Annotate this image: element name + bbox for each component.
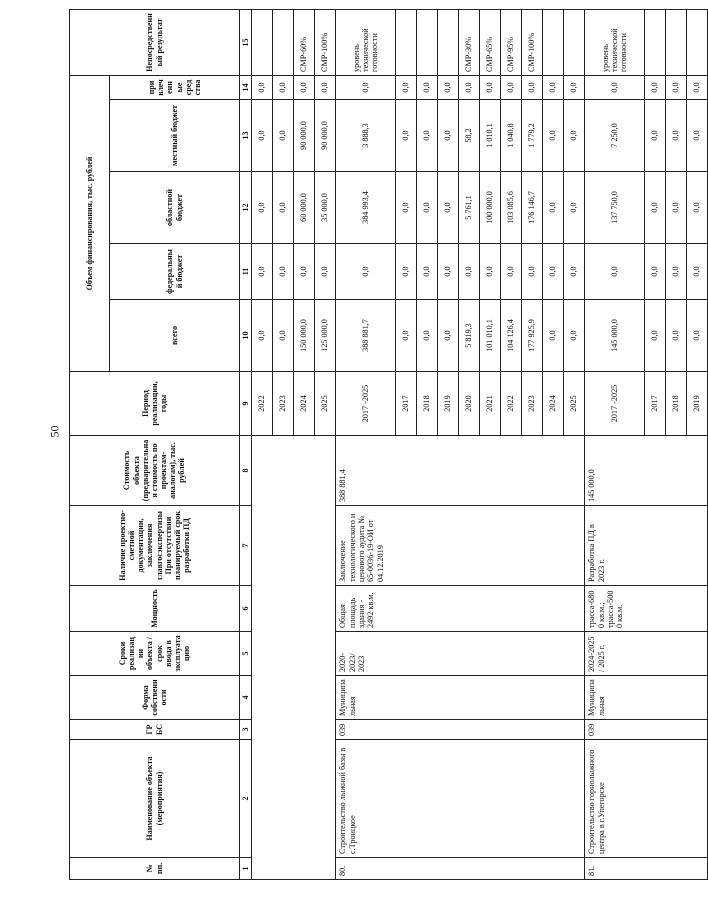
header-period: Период реализации, годы [70,372,240,436]
colnum: 14 [240,75,252,99]
cell-result: СМР-65% [480,9,501,75]
header-name: Наименование объекта (мероприятия) [70,740,240,858]
cell-federal: 0,0 [294,244,315,300]
cell-other: 0,0 [522,75,543,99]
cell-period: 2019 [687,372,708,436]
cell-local: 0,0 [687,100,708,172]
cell-total: 0,0 [438,300,459,372]
cell-local: 0,0 [666,100,687,172]
header-result: Непосредственный результат [70,9,240,75]
cell-local: 0,0 [645,100,666,172]
cell-regional: 103 085,6 [501,172,522,244]
cell-local: 1 040,8 [501,100,522,172]
cell-local: 58,2 [459,100,480,172]
cell-federal: 0,0 [315,244,336,300]
colnum: 3 [240,720,252,740]
cell-period: 2024 [543,372,564,436]
header-grbs: ГРБС [70,720,240,740]
cell-other: 0,0 [687,75,708,99]
cell-local: 0,0 [396,100,417,172]
cell-federal: 0,0 [585,244,645,300]
cell-name: Строительство лыжной базы в с.Троицкое [336,740,585,858]
cell-regional: 60 000,0 [294,172,315,244]
cell-docs: Заключение технологического и ценового аудита № 65-0036-19-ОИ от 04.12.2019 [336,506,585,586]
cell-local: 0,0 [564,100,585,172]
cell-federal: 0,0 [438,244,459,300]
cell-result [438,9,459,75]
colnum: 12 [240,172,252,244]
financing-table [69,9,708,880]
cell-other: 0,0 [438,75,459,99]
cell-other: 0,0 [294,75,315,99]
cell-total: 150 000,0 [294,300,315,372]
cell-other: 0,0 [273,75,294,99]
cell-total: 0,0 [396,300,417,372]
cell-total: 0,0 [666,300,687,372]
cell-capacity: Общая площадь здания - 2492 кв.м. [336,586,585,632]
cell-total: 104 126,4 [501,300,522,372]
cell-result: уровень технической готовности [336,9,396,75]
colnum: 11 [240,244,252,300]
cell-regional: 176 146,7 [522,172,543,244]
cell-period: 2018 [417,372,438,436]
cell-local: 7 250,0 [585,100,645,172]
cell-other: 0,0 [564,75,585,99]
cell-grbs: 039 [336,720,585,740]
cell-period: 2017 [645,372,666,436]
cell-regional: 0,0 [543,172,564,244]
colnum: 1 [240,858,252,880]
cell-period: 2021 [480,372,501,436]
header-ownership: Форма собственности [70,676,240,720]
page-number: 50 [47,425,62,438]
colnum: 2 [240,740,252,858]
cell-federal: 0,0 [666,244,687,300]
cell-total: 0,0 [273,300,294,372]
cell-grbs: 039 [585,720,708,740]
header-docs: Наличие проектно-сметной документации, заключения главгосэкспертизы При отсутствии планируемый срок разработки ПД [70,506,240,586]
header-capacity: Мощность [70,586,240,632]
cell-local: 0,0 [543,100,564,172]
cell-result: СМР-100% [522,9,543,75]
cell-federal: 0,0 [336,244,396,300]
cell-result [645,9,666,75]
cell-other: 0,0 [315,75,336,99]
cell-ownership: Муниципальная [336,676,585,720]
continuation-cell [252,436,336,880]
cell-regional: 0,0 [396,172,417,244]
cell-federal: 0,0 [252,244,273,300]
cell-federal: 0,0 [522,244,543,300]
cell-other: 0,0 [396,75,417,99]
cell-period: 2020 [459,372,480,436]
cell-local: 0,0 [273,100,294,172]
cell-total: 0,0 [417,300,438,372]
cell-other: 0,0 [501,75,522,99]
cell-period: 2022 [252,372,273,436]
cell-total: 101 010,1 [480,300,501,372]
cell-total: 388 881,7 [336,300,396,372]
cell-federal: 0,0 [480,244,501,300]
cell-total: 0,0 [252,300,273,372]
cell-federal: 0,0 [501,244,522,300]
cell-regional: 0,0 [645,172,666,244]
cell-name: Строительство горнолыжного центра в г.Упегорске [585,740,708,858]
cell-federal: 0,0 [645,244,666,300]
cell-period: 2024 [294,372,315,436]
cell-result: СМР-30% [459,9,480,75]
cell-federal: 0,0 [273,244,294,300]
cell-federal: 0,0 [396,244,417,300]
cell-total: 0,0 [687,300,708,372]
cell-ownership: Муниципальная [585,676,708,720]
cell-federal: 0,0 [543,244,564,300]
object-summary-row [585,9,645,879]
cell-total: 145 000,0 [585,300,645,372]
header-cost: Стоимость объекта (предварительная стоимость по проектам-аналогам), тыс. рублей [70,436,240,506]
cell-result [273,9,294,75]
cell-period: 2025 [564,372,585,436]
cell-regional: 137 750,0 [585,172,645,244]
cell-result [252,9,273,75]
cell-result [687,9,708,75]
cell-regional: 0,0 [417,172,438,244]
cell-regional: 0,0 [273,172,294,244]
cell-other: 0,0 [543,75,564,99]
colnum: 15 [240,9,252,75]
cell-result [564,9,585,75]
cell-result: уровень технической готовности [585,9,645,75]
cell-period: 2022 [501,372,522,436]
cell-local: 0,0 [438,100,459,172]
cell-no: 81. [585,858,708,880]
header-other: привлеченные средства [110,75,240,99]
cell-local: 3 888,3 [336,100,396,172]
cell-regional: 0,0 [666,172,687,244]
cell-period: 2019 [438,372,459,436]
cell-total: 125 000,0 [315,300,336,372]
header-terms: Сроки реализации объекта / срок ввода в эксплуатацию [70,632,240,676]
cell-regional: 0,0 [252,172,273,244]
table-body [252,9,708,879]
table-row [252,9,273,879]
cell-result [417,9,438,75]
cell-docs: Разработка ПД в 2023 г. [585,506,708,586]
colnum: 10 [240,300,252,372]
colnum: 8 [240,436,252,506]
cell-regional: 35 000,0 [315,172,336,244]
cell-regional: 100 000,0 [480,172,501,244]
cell-result [666,9,687,75]
cell-local: 1 010,1 [480,100,501,172]
cell-period: 2017 -2025 [585,372,645,436]
cell-total: 5 819,3 [459,300,480,372]
colnum: 4 [240,676,252,720]
cell-result: СМР-95% [501,9,522,75]
cell-regional: 384 993,4 [336,172,396,244]
cell-federal: 0,0 [417,244,438,300]
cell-terms: 2024-2025 / 2025 г. [585,632,708,676]
cell-terms: 2020-2023/ 2023 [336,632,585,676]
cell-regional: 0,0 [564,172,585,244]
cell-period: 2025 [315,372,336,436]
header-local: местный бюджет [110,100,240,172]
cell-federal: 0,0 [459,244,480,300]
cell-other: 0,0 [417,75,438,99]
cell-result: СМР-60% [294,9,315,75]
cell-result: СМР-100% [315,9,336,75]
cell-total: 0,0 [564,300,585,372]
header-financing: Объем финансирования, тыс. рублей [70,75,110,371]
cell-cost: 388 881,4 [336,436,585,506]
rotated-table-wrapper [69,10,702,880]
cell-local: 1 779,2 [522,100,543,172]
cell-local: 90 000,0 [315,100,336,172]
cell-other: 0,0 [459,75,480,99]
colnum: 5 [240,632,252,676]
cell-no: 80. [336,858,585,880]
colnum: 7 [240,506,252,586]
colnum: 13 [240,100,252,172]
cell-total: 0,0 [543,300,564,372]
cell-regional: 0,0 [687,172,708,244]
cell-federal: 0,0 [564,244,585,300]
cell-regional: 5 761,1 [459,172,480,244]
cell-local: 90 000,0 [294,100,315,172]
cell-capacity: трасса-6800 кв.м.; трасса-5000 кв.м. [585,586,708,632]
header-no: № пп. [70,858,240,880]
header-federal: федеральный бюджет [110,244,240,300]
cell-period: 2017 -2025 [336,372,396,436]
cell-period: 2017 [396,372,417,436]
header-total: всего [110,300,240,372]
cell-period: 2018 [666,372,687,436]
cell-result [543,9,564,75]
cell-federal: 0,0 [687,244,708,300]
cell-cost: 145 000,0 [585,436,708,506]
cell-local: 0,0 [417,100,438,172]
cell-total: 0,0 [645,300,666,372]
header-regional: областной бюджет [110,172,240,244]
cell-other: 0,0 [336,75,396,99]
cell-regional: 0,0 [438,172,459,244]
cell-other: 0,0 [252,75,273,99]
cell-other: 0,0 [480,75,501,99]
cell-other: 0,0 [645,75,666,99]
cell-total: 177 925,9 [522,300,543,372]
object-summary-row [336,9,396,879]
cell-other: 0,0 [585,75,645,99]
colnum: 9 [240,372,252,436]
cell-period: 2023 [273,372,294,436]
cell-period: 2023 [522,372,543,436]
cell-other: 0,0 [666,75,687,99]
cell-result [396,9,417,75]
cell-local: 0,0 [252,100,273,172]
colnum: 6 [240,586,252,632]
